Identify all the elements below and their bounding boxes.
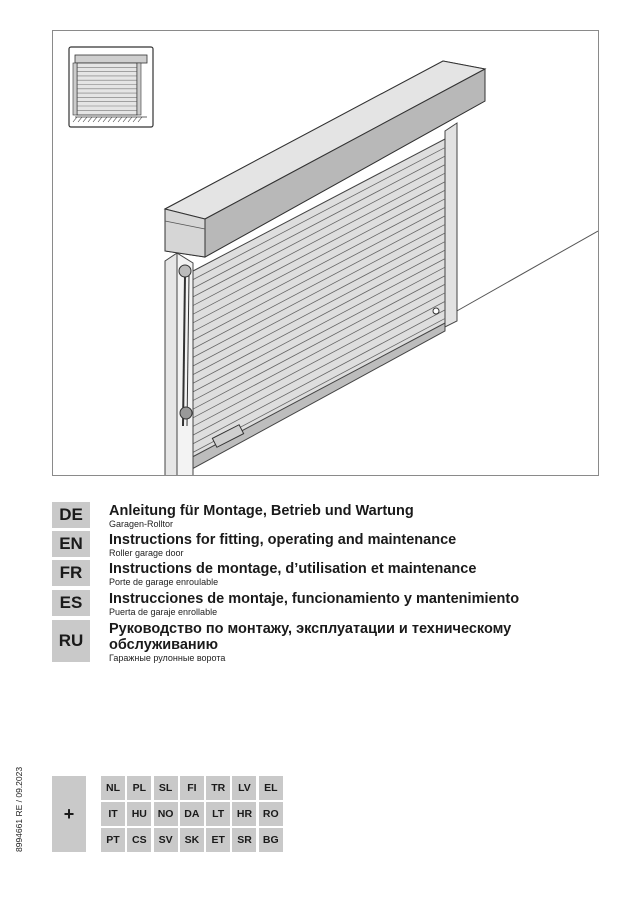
language-title: Руководство по монтажу, эксплуатации и техническому [109,621,512,637]
language-code-cell: NL [101,776,125,800]
language-title-continued: обслуживанию [109,637,218,653]
language-code-cell: EL [259,776,283,800]
language-code-cell: SR [232,828,256,852]
more-languages-plus: + [52,776,86,852]
language-subtitle: Roller garage door [109,548,184,558]
language-code-cell: PT [101,828,125,852]
roller-door-drawing [53,31,598,475]
language-code-cell: SV [154,828,178,852]
language-code-cell: SL [154,776,178,800]
language-code-cell: LT [206,802,230,826]
language-code-cell: HR [232,802,256,826]
language-subtitle: Гаражные рулонные ворота [109,653,226,663]
language-code-cell: NO [154,802,178,826]
language-code-cell: BG [259,828,283,852]
language-code-cell: HU [127,802,151,826]
language-title: Anleitung für Montage, Betrieb und Wartung [109,503,414,519]
language-title: Instructions de montage, d’utilisation et maintenance [109,561,477,577]
language-code-cell: IT [101,802,125,826]
language-code-cell: RO [259,802,283,826]
language-subtitle: Porte de garage enroulable [109,577,219,587]
language-subtitle: Garagen-Rolltor [109,519,174,529]
language-code-cell: DA [180,802,204,826]
document-number: 8994661 RE / 09.2023 [14,766,24,852]
language-code-badge: DE [52,502,90,528]
language-code-cell: PL [127,776,151,800]
language-code-grid [101,776,285,852]
language-subtitle: Puerta de garaje enrollable [109,607,218,617]
language-code-badge: EN [52,531,90,557]
language-code-cell: CS [127,828,151,852]
language-code-cell: FI [180,776,204,800]
language-title: Instrucciones de montaje, funcionamiento y mantenimiento [109,591,520,607]
product-illustration [52,30,599,476]
language-title: Instructions for fitting, operating and maintenance [109,532,457,548]
language-code-badge: RU [52,620,90,662]
language-code-cell: TR [206,776,230,800]
language-code-badge: ES [52,590,90,616]
language-code-cell: LV [232,776,256,800]
language-code-cell: ET [206,828,230,852]
language-code-cell: SK [180,828,204,852]
language-code-badge: FR [52,560,90,586]
